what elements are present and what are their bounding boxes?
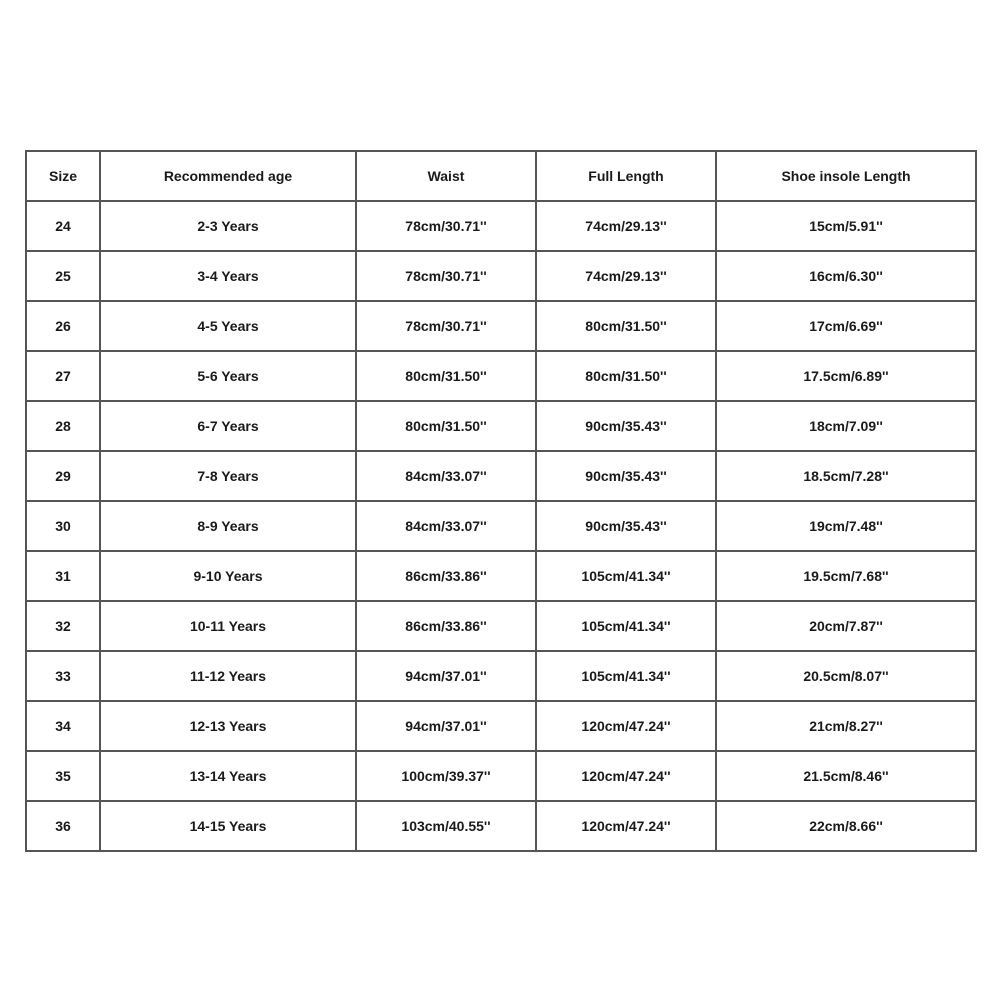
cell-full-length: 120cm/47.24'': [536, 701, 716, 751]
cell-recommended-age: 13-14 Years: [100, 751, 356, 801]
cell-waist: 103cm/40.55'': [356, 801, 536, 851]
cell-size: 30: [26, 501, 100, 551]
cell-size: 25: [26, 251, 100, 301]
table-row: [26, 451, 976, 501]
cell-waist: 94cm/37.01'': [356, 701, 536, 751]
cell-full-length: 90cm/35.43'': [536, 501, 716, 551]
cell-recommended-age: 4-5 Years: [100, 301, 356, 351]
size-chart-table: [25, 150, 977, 852]
cell-size: 27: [26, 351, 100, 401]
cell-shoe-insole-length: 15cm/5.91'': [716, 201, 976, 251]
table-row: [26, 601, 976, 651]
cell-shoe-insole-length: 21cm/8.27'': [716, 701, 976, 751]
table-row: [26, 751, 976, 801]
cell-full-length: 74cm/29.13'': [536, 251, 716, 301]
header-recommended-age: Recommended age: [100, 151, 356, 201]
cell-full-length: 90cm/35.43'': [536, 451, 716, 501]
table-row: [26, 301, 976, 351]
cell-size: 34: [26, 701, 100, 751]
table-row: [26, 701, 976, 751]
cell-recommended-age: 6-7 Years: [100, 401, 356, 451]
cell-waist: 78cm/30.71'': [356, 201, 536, 251]
cell-shoe-insole-length: 21.5cm/8.46'': [716, 751, 976, 801]
cell-full-length: 80cm/31.50'': [536, 351, 716, 401]
cell-recommended-age: 5-6 Years: [100, 351, 356, 401]
cell-shoe-insole-length: 20cm/7.87'': [716, 601, 976, 651]
cell-size: 26: [26, 301, 100, 351]
cell-shoe-insole-length: 20.5cm/8.07'': [716, 651, 976, 701]
cell-full-length: 105cm/41.34'': [536, 551, 716, 601]
cell-size: 28: [26, 401, 100, 451]
cell-recommended-age: 11-12 Years: [100, 651, 356, 701]
cell-waist: 94cm/37.01'': [356, 651, 536, 701]
cell-full-length: 105cm/41.34'': [536, 601, 716, 651]
table-row: [26, 351, 976, 401]
cell-full-length: 74cm/29.13'': [536, 201, 716, 251]
cell-recommended-age: 10-11 Years: [100, 601, 356, 651]
table-row: [26, 251, 976, 301]
cell-recommended-age: 7-8 Years: [100, 451, 356, 501]
cell-recommended-age: 8-9 Years: [100, 501, 356, 551]
cell-waist: 86cm/33.86'': [356, 551, 536, 601]
cell-full-length: 80cm/31.50'': [536, 301, 716, 351]
cell-shoe-insole-length: 17.5cm/6.89'': [716, 351, 976, 401]
cell-waist: 100cm/39.37'': [356, 751, 536, 801]
cell-waist: 86cm/33.86'': [356, 601, 536, 651]
cell-size: 32: [26, 601, 100, 651]
header-shoe-insole-length: Shoe insole Length: [716, 151, 976, 201]
cell-waist: 84cm/33.07'': [356, 451, 536, 501]
cell-shoe-insole-length: 17cm/6.69'': [716, 301, 976, 351]
cell-size: 24: [26, 201, 100, 251]
table-row: [26, 551, 976, 601]
cell-shoe-insole-length: 19.5cm/7.68'': [716, 551, 976, 601]
header-size: Size: [26, 151, 100, 201]
table-row: [26, 201, 976, 251]
header-row: [26, 151, 976, 201]
cell-shoe-insole-length: 16cm/6.30'': [716, 251, 976, 301]
cell-waist: 78cm/30.71'': [356, 251, 536, 301]
cell-size: 35: [26, 751, 100, 801]
cell-shoe-insole-length: 18.5cm/7.28'': [716, 451, 976, 501]
cell-size: 31: [26, 551, 100, 601]
cell-full-length: 90cm/35.43'': [536, 401, 716, 451]
cell-recommended-age: 14-15 Years: [100, 801, 356, 851]
cell-recommended-age: 9-10 Years: [100, 551, 356, 601]
cell-size: 29: [26, 451, 100, 501]
cell-full-length: 120cm/47.24'': [536, 801, 716, 851]
cell-shoe-insole-length: 18cm/7.09'': [716, 401, 976, 451]
cell-waist: 84cm/33.07'': [356, 501, 536, 551]
cell-full-length: 120cm/47.24'': [536, 751, 716, 801]
cell-full-length: 105cm/41.34'': [536, 651, 716, 701]
cell-waist: 80cm/31.50'': [356, 401, 536, 451]
cell-size: 33: [26, 651, 100, 701]
header-waist: Waist: [356, 151, 536, 201]
cell-size: 36: [26, 801, 100, 851]
cell-recommended-age: 3-4 Years: [100, 251, 356, 301]
header-full-length: Full Length: [536, 151, 716, 201]
cell-waist: 80cm/31.50'': [356, 351, 536, 401]
cell-recommended-age: 2-3 Years: [100, 201, 356, 251]
cell-recommended-age: 12-13 Years: [100, 701, 356, 751]
cell-shoe-insole-length: 22cm/8.66'': [716, 801, 976, 851]
table-row: [26, 651, 976, 701]
table-row: [26, 401, 976, 451]
table-body: [26, 201, 976, 851]
table-row: [26, 501, 976, 551]
cell-shoe-insole-length: 19cm/7.48'': [716, 501, 976, 551]
cell-waist: 78cm/30.71'': [356, 301, 536, 351]
table-row: [26, 801, 976, 851]
